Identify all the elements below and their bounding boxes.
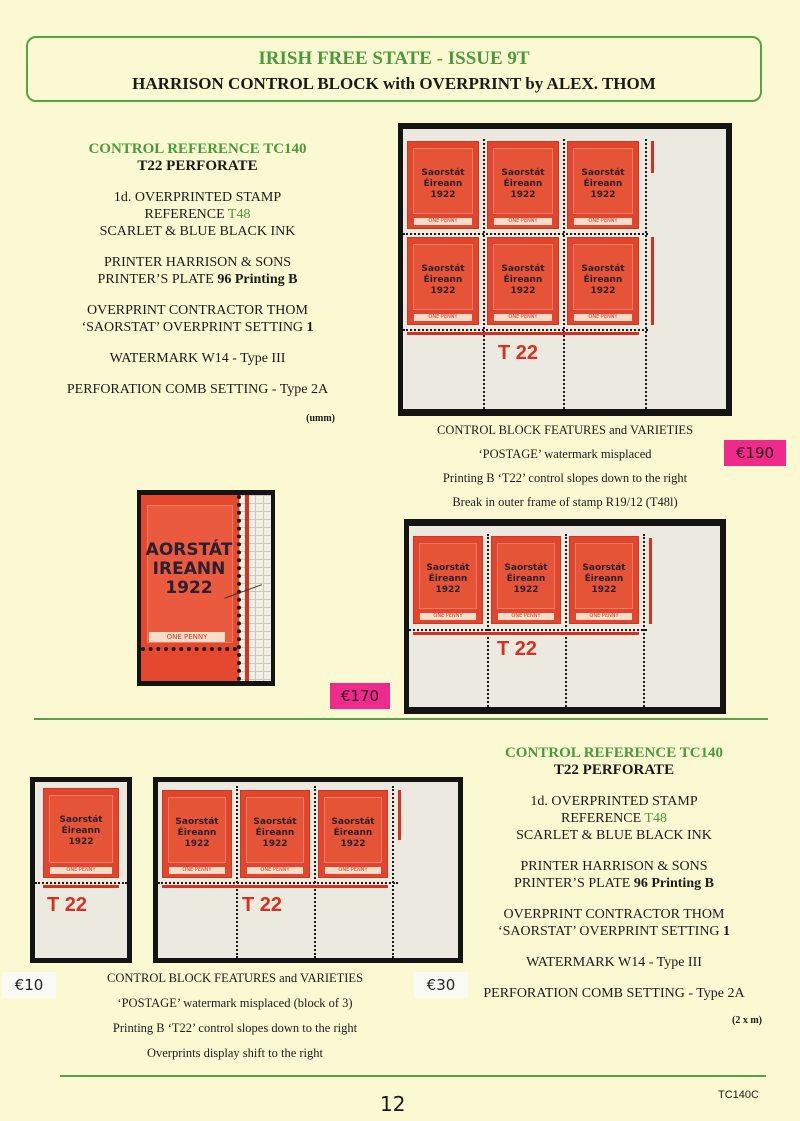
caption-line: ‘POSTAGE’ watermark misplaced (block of 3) [117, 996, 353, 1010]
stamp: Saorstát Éireann 1922 ONE PENNY [407, 141, 479, 229]
page-subtitle: HARRISON CONTROL BLOCK with OVERPRINT by ALEX. THOM [132, 74, 656, 93]
variety-closeup: AORSTÁT IREANN 1922 ONE PENNY [137, 490, 275, 686]
ink-colors: SCARLET & BLUE BLACK INK [99, 224, 296, 239]
control-reference: CONTROL REFERENCE TC140 [88, 141, 307, 157]
price-tag: €190 [724, 440, 786, 466]
stamp: Saorstát Éireann 1922 ONE PENNY [413, 536, 483, 624]
condition-note: (umm) [306, 413, 335, 424]
price-tag: €10 [2, 972, 56, 998]
top-caption [398, 418, 732, 514]
stamp-reference: REFERENCE T48 [561, 811, 667, 826]
overprint-setting: ‘SAORSTAT’ OVERPRINT SETTING 1 [81, 320, 314, 335]
perforation-setting: PERFORATION COMB SETTING - Type 2A [483, 986, 745, 1001]
stamp: Saorstát Éireann 1922 ONE PENNY [407, 237, 479, 325]
printer: PRINTER HARRISON & SONS [520, 859, 708, 874]
control-number: T 22 [497, 638, 538, 660]
overprint-contractor: OVERPRINT CONTRACTOR THOM [87, 303, 308, 318]
perforation-setting: PERFORATION COMB SETTING - Type 2A [66, 382, 329, 397]
price-tag: €170 [330, 683, 390, 709]
stamp: Saorstát Éireann 1922 ONE PENNY [318, 790, 388, 878]
control-number: T 22 [242, 894, 283, 916]
condition-note: (2 x m) [732, 1015, 762, 1026]
stamp-block-six [398, 123, 732, 416]
control-number: T 22 [47, 894, 88, 916]
caption-line: Printing B ‘T22’ control slopes down to the right [442, 471, 688, 485]
watermark: WATERMARK W14 - Type III [109, 351, 286, 366]
control-reference: CONTROL REFERENCE TC140 [504, 745, 724, 761]
printer: PRINTER HARRISON & SONS [103, 255, 292, 270]
printer-plate: PRINTER’S PLATE 96 Printing B [514, 876, 714, 891]
stamp-description: 1d. OVERPRINTED STAMP [113, 190, 282, 205]
overprint-contractor: OVERPRINT CONTRACTOR THOM [503, 907, 725, 922]
caption-line: Break in outer frame of stamp R19/12 (T48l) [452, 495, 678, 509]
bottom-info-panel [440, 745, 788, 1029]
stamp: Saorstát Éireann 1922 ONE PENNY [162, 790, 232, 878]
page-code: TC140C [718, 1089, 759, 1101]
stamp: Saorstát Éireann 1922 ONE PENNY [487, 141, 559, 229]
divider [34, 718, 768, 720]
stamp-strip-three [153, 777, 463, 963]
bottom-caption [60, 966, 410, 1066]
ink-colors: SCARLET & BLUE BLACK INK [516, 828, 712, 843]
price-tag: €30 [414, 972, 468, 998]
stamp: Saorstát Éireann 1922 ONE PENNY [487, 237, 559, 325]
page-title: IRISH FREE STATE - ISSUE 9T [258, 48, 530, 69]
stamp: Saorstát Éireann 1922 ONE PENNY [569, 536, 639, 624]
control-number: T 22 [498, 342, 539, 364]
stamp: Saorstát Éireann 1922 ONE PENNY [43, 788, 119, 878]
caption-title: CONTROL BLOCK FEATURES and VARIETIES [106, 971, 364, 985]
stamp: Saorstát Éireann 1922 ONE PENNY [491, 536, 561, 624]
caption-title: CONTROL BLOCK FEATURES and VARIETIES [436, 423, 694, 437]
stamp: Saorstát Éireann 1922 ONE PENNY [567, 141, 639, 229]
stamp-block-three [404, 519, 726, 714]
divider [60, 1075, 766, 1077]
top-info-panel [30, 141, 365, 427]
stamp-reference: REFERENCE T48 [144, 207, 251, 222]
perforate-type: T22 PERFORATE [137, 158, 258, 174]
page-header [26, 36, 762, 102]
stamp-description: 1d. OVERPRINTED STAMP [530, 794, 698, 809]
perforate-type: T22 PERFORATE [553, 762, 675, 778]
page-number: 12 [380, 1092, 406, 1116]
caption-line: ‘POSTAGE’ watermark misplaced [478, 447, 652, 461]
stamp: Saorstát Éireann 1922 ONE PENNY [567, 237, 639, 325]
printer-plate: PRINTER’S PLATE 96 Printing B [97, 272, 298, 287]
stamp: Saorstát Éireann 1922 ONE PENNY [240, 790, 310, 878]
caption-line: Overprints display shift to the right [146, 1046, 324, 1060]
watermark: WATERMARK W14 - Type III [526, 955, 702, 970]
overprint-setting: ‘SAORSTAT’ OVERPRINT SETTING 1 [497, 924, 731, 939]
caption-line: Printing B ‘T22’ control slopes down to the right [112, 1021, 358, 1035]
stamp-single [30, 777, 132, 963]
